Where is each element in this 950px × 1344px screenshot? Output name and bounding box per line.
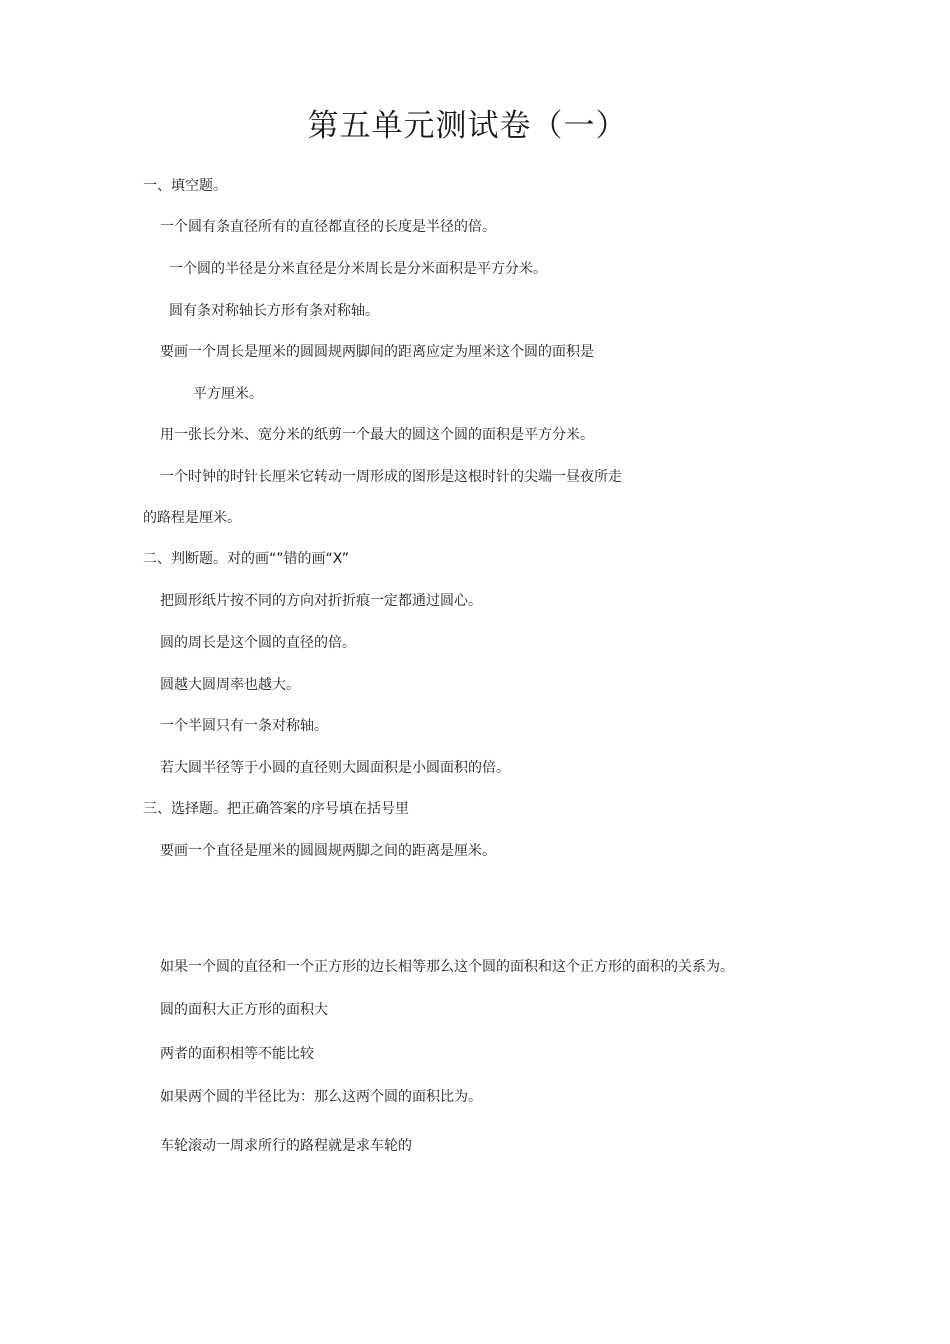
question-line: 要画一个周长是厘米的圆圆规两脚间的距离应定为厘米这个圆的面积是 [160, 344, 594, 360]
question-line: 若大圆半径等于小圆的直径则大圆面积是小圆面积的倍。 [160, 760, 510, 776]
question-line-continuation: 平方厘米。 [193, 386, 263, 402]
question-line: 如果两个圆的半径比为：那么这两个圆的面积比为。 [160, 1089, 482, 1105]
question-line: 车轮滚动一周求所行的路程就是求车轮的 [160, 1138, 412, 1154]
question-line: 一个半圆只有一条对称轴。 [160, 718, 328, 734]
question-line: 圆有条对称轴长方形有条对称轴。 [169, 303, 379, 319]
question-line: 用一张长分米、宽分米的纸剪一个最大的圆这个圆的面积是平方分米。 [160, 427, 594, 443]
section-heading-fill-blank: 一、填空题。 [143, 178, 227, 194]
question-line: 要画一个直径是厘米的圆圆规两脚之间的距离是厘米。 [160, 843, 496, 859]
section-heading-true-false: 二、判断题。对的画“”错的画“X” [143, 551, 350, 567]
question-line: 一个圆的半径是分米直径是分米周长是分米面积是平方分米。 [169, 261, 547, 277]
question-line: 圆的周长是这个圆的直径的倍。 [160, 635, 356, 651]
answer-option-line: 圆的面积大正方形的面积大 [160, 1002, 328, 1018]
page-title: 第五单元测试卷（一） [307, 108, 628, 144]
question-line-continuation: 的路程是厘米。 [143, 510, 241, 526]
section-heading-multiple-choice: 三、选择题。把正确答案的序号填在括号里 [143, 801, 409, 817]
question-line: 圆越大圆周率也越大。 [160, 677, 300, 693]
question-line: 一个时钟的时针长厘米它转动一周形成的图形是这根时针的尖端一昼夜所走 [160, 469, 622, 485]
question-line: 如果一个圆的直径和一个正方形的边长相等那么这个圆的面积和这个正方形的面积的关系为。 [160, 959, 734, 975]
answer-option-line: 两者的面积相等不能比较 [160, 1046, 314, 1062]
question-line: 把圆形纸片按不同的方向对折折痕一定都通过圆心。 [160, 593, 482, 609]
question-line: 一个圆有条直径所有的直径都直径的长度是半径的倍。 [160, 219, 496, 235]
